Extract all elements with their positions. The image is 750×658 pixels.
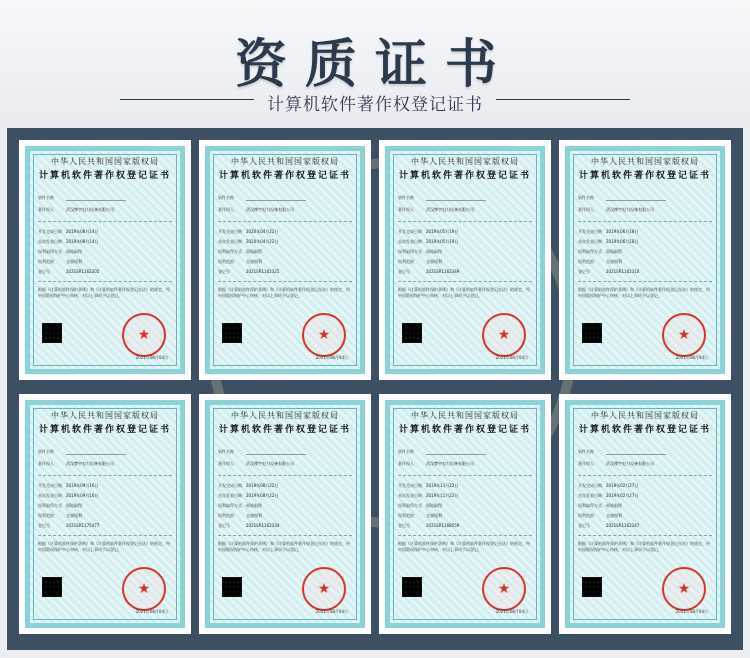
cert-field-value: 武汉博宇电力设备有限公司 bbox=[66, 207, 114, 212]
cert-field-label: 权利取得方式 bbox=[578, 249, 602, 254]
cert-field-value: 2019年09月16日 bbox=[66, 493, 99, 498]
cert-title: 计算机软件著作权登记证书 bbox=[398, 171, 531, 181]
cert-field-label: 权利范围 bbox=[38, 259, 54, 264]
cert-field-label: 著作权人 bbox=[218, 461, 234, 466]
cert-field-row bbox=[578, 493, 714, 499]
qr-code-icon bbox=[42, 577, 62, 597]
cert-field-label: 首次发表日期 bbox=[38, 239, 62, 244]
cert-field-value: 2019年02月27日 bbox=[606, 493, 639, 498]
cert-field-label: 开发完成日期 bbox=[578, 483, 602, 488]
certificate-body bbox=[205, 146, 365, 374]
star-seal-icon: ★ bbox=[662, 567, 706, 611]
cert-issue-date: 2021年08月04日 bbox=[675, 609, 708, 614]
qr-code-icon bbox=[582, 577, 602, 597]
cert-field-row bbox=[38, 229, 174, 235]
cert-field-row bbox=[38, 259, 174, 265]
cert-divider bbox=[218, 535, 352, 536]
cert-field-label: 登记号 bbox=[398, 269, 410, 274]
cert-field-row bbox=[578, 523, 714, 529]
cert-office: 中华人民共和国国家版权局 bbox=[591, 411, 699, 420]
cert-field-label: 权利范围 bbox=[398, 513, 414, 518]
certificate-card bbox=[379, 394, 551, 634]
cert-law-text: 根据《计算机软件保护条例》和《计算机软件著作权登记办法》的规定，经中国版权保护中心审核，对以上事项予以登记。 bbox=[578, 287, 710, 298]
cert-field-row bbox=[38, 195, 174, 201]
cert-law-text: 根据《计算机软件保护条例》和《计算机软件著作权登记办法》的规定，经中国版权保护中心审核，对以上事项予以登记。 bbox=[38, 287, 170, 298]
cert-field-row bbox=[38, 269, 174, 275]
cert-field-label: 登记号 bbox=[578, 269, 590, 274]
cert-field-label: 权利取得方式 bbox=[398, 249, 422, 254]
cert-issue-date: 2021年08月04日 bbox=[495, 355, 528, 360]
cert-divider bbox=[398, 221, 532, 222]
cert-field-value: 2019年05月19日 bbox=[426, 229, 459, 234]
cert-field-label: 软件名称 bbox=[38, 449, 54, 454]
cert-field-label: 著作权人 bbox=[578, 207, 594, 212]
cert-field-row bbox=[578, 259, 714, 265]
cert-field-line bbox=[426, 450, 486, 455]
cert-field-row bbox=[578, 461, 714, 467]
cert-divider bbox=[218, 281, 352, 282]
star-seal-icon: ★ bbox=[122, 567, 166, 611]
cert-issue-date: 2021年08月04日 bbox=[315, 355, 348, 360]
cert-field-value: 武汉博宇电力设备有限公司 bbox=[246, 207, 294, 212]
cert-field-row bbox=[218, 449, 354, 455]
cert-divider bbox=[578, 475, 712, 476]
cert-field-row bbox=[218, 269, 354, 275]
cert-field-row bbox=[578, 503, 714, 509]
cert-field-row bbox=[38, 513, 174, 519]
cert-field-label: 权利取得方式 bbox=[38, 503, 62, 508]
cert-field-label: 软件名称 bbox=[398, 195, 414, 200]
cert-field-label: 软件名称 bbox=[38, 195, 54, 200]
cert-field-value: 原始取得 bbox=[66, 503, 82, 508]
cert-office: 中华人民共和国国家版权局 bbox=[231, 157, 339, 166]
cert-field-value: 2021SR1162347 bbox=[606, 523, 640, 528]
cert-law-text: 根据《计算机软件保护条例》和《计算机软件著作权登记办法》的规定，经中国版权保护中心审核，对以上事项予以登记。 bbox=[398, 541, 530, 552]
cert-title: 计算机软件著作权登记证书 bbox=[578, 425, 711, 435]
cert-field-label: 软件名称 bbox=[578, 449, 594, 454]
cert-field-label: 著作权人 bbox=[398, 461, 414, 466]
cert-field-value: 2019年08月14日 bbox=[66, 239, 99, 244]
cert-field-value: 武汉博宇电力设备有限公司 bbox=[246, 461, 294, 466]
cert-field-label: 权利取得方式 bbox=[218, 249, 242, 254]
cert-field-label: 权利范围 bbox=[398, 259, 414, 264]
star-seal-icon: ★ bbox=[482, 567, 526, 611]
cert-field-value: 全部权利 bbox=[66, 513, 82, 518]
cert-field-value: 全部权利 bbox=[426, 259, 442, 264]
cert-divider bbox=[578, 535, 712, 536]
cert-field-label: 首次发表日期 bbox=[38, 493, 62, 498]
cert-field-label: 权利取得方式 bbox=[398, 503, 422, 508]
cert-field-value: 全部权利 bbox=[606, 259, 622, 264]
cert-office: 中华人民共和国国家版权局 bbox=[51, 411, 159, 420]
subtitle-divider-right bbox=[496, 99, 630, 100]
cert-field-row bbox=[398, 461, 534, 467]
cert-field-row bbox=[398, 207, 534, 213]
cert-field-value: 原始取得 bbox=[66, 249, 82, 254]
cert-divider bbox=[398, 281, 532, 282]
cert-title: 计算机软件著作权登记证书 bbox=[398, 425, 531, 435]
cert-field-row bbox=[38, 503, 174, 509]
cert-title: 计算机软件著作权登记证书 bbox=[38, 171, 171, 181]
qr-code-icon bbox=[222, 323, 242, 343]
cert-field-row bbox=[578, 207, 714, 213]
cert-field-value: 2021SR1162325 bbox=[246, 269, 280, 274]
cert-field-row bbox=[38, 239, 174, 245]
cert-divider bbox=[218, 475, 352, 476]
cert-field-label: 软件名称 bbox=[578, 195, 594, 200]
cert-field-value: 2021SR1175477 bbox=[66, 523, 100, 528]
cert-field-label: 登记号 bbox=[578, 523, 590, 528]
cert-law-text: 根据《计算机软件保护条例》和《计算机软件著作权登记办法》的规定，经中国版权保护中心审核，对以上事项予以登记。 bbox=[218, 287, 350, 298]
cert-field-row bbox=[398, 503, 534, 509]
cert-issue-date: 2021年08月04日 bbox=[675, 355, 708, 360]
cert-office: 中华人民共和国国家版权局 bbox=[591, 157, 699, 166]
cert-field-row bbox=[398, 259, 534, 265]
cert-field-value: 2019年08月22日 bbox=[246, 483, 279, 488]
cert-field-row bbox=[218, 513, 354, 519]
cert-field-row bbox=[38, 449, 174, 455]
cert-field-row bbox=[578, 449, 714, 455]
cert-field-value: 2019年05月19日 bbox=[426, 239, 459, 244]
cert-field-label: 软件名称 bbox=[218, 195, 234, 200]
cert-field-label: 首次发表日期 bbox=[578, 239, 602, 244]
cert-field-row bbox=[578, 229, 714, 235]
cert-field-line bbox=[246, 450, 306, 455]
cert-divider bbox=[38, 535, 172, 536]
cert-field-label: 首次发表日期 bbox=[398, 239, 422, 244]
cert-law-text: 根据《计算机软件保护条例》和《计算机软件著作权登记办法》的规定，经中国版权保护中心审核，对以上事项予以登记。 bbox=[38, 541, 170, 552]
cert-field-value: 2019年08月22日 bbox=[246, 493, 279, 498]
cert-field-value: 全部权利 bbox=[426, 513, 442, 518]
cert-field-value: 2019年08月14日 bbox=[66, 229, 99, 234]
cert-field-label: 权利范围 bbox=[218, 513, 234, 518]
cert-field-row bbox=[218, 239, 354, 245]
cert-field-label: 开发完成日期 bbox=[398, 229, 422, 234]
cert-field-value: 2021SR1162310 bbox=[606, 269, 640, 274]
certificate-card bbox=[199, 394, 371, 634]
cert-field-label: 开发完成日期 bbox=[218, 229, 242, 234]
cert-field-row bbox=[218, 259, 354, 265]
cert-issue-date: 2021年08月04日 bbox=[135, 609, 168, 614]
cert-field-label: 登记号 bbox=[38, 523, 50, 528]
cert-field-value: 2021SR1162349 bbox=[426, 269, 460, 274]
cert-field-row bbox=[398, 229, 534, 235]
cert-field-label: 著作权人 bbox=[218, 207, 234, 212]
cert-field-row bbox=[38, 461, 174, 467]
cert-divider bbox=[578, 221, 712, 222]
cert-field-row bbox=[578, 483, 714, 489]
cert-title: 计算机软件著作权登记证书 bbox=[38, 425, 171, 435]
cert-field-value: 武汉博宇电力设备有限公司 bbox=[426, 207, 474, 212]
certificate-body bbox=[565, 400, 725, 628]
certificate-body bbox=[565, 146, 725, 374]
certificate-card bbox=[19, 394, 191, 634]
cert-office: 中华人民共和国国家版权局 bbox=[411, 411, 519, 420]
cert-field-line bbox=[606, 450, 666, 455]
cert-field-label: 登记号 bbox=[218, 523, 230, 528]
cert-field-row bbox=[38, 493, 174, 499]
cert-field-value: 2021SR1162205 bbox=[66, 269, 100, 274]
certificate-card bbox=[19, 140, 191, 380]
cert-field-row bbox=[398, 269, 534, 275]
cert-field-row bbox=[398, 483, 534, 489]
cert-field-row bbox=[38, 523, 174, 529]
cert-field-value: 2019年06月18日 bbox=[606, 229, 639, 234]
certificate-body bbox=[25, 400, 185, 628]
qr-code-icon bbox=[42, 323, 62, 343]
cert-field-value: 武汉博宇电力设备有限公司 bbox=[606, 461, 654, 466]
cert-field-label: 开发完成日期 bbox=[38, 229, 62, 234]
cert-field-row bbox=[38, 207, 174, 213]
certificate-body bbox=[205, 400, 365, 628]
cert-field-label: 著作权人 bbox=[578, 461, 594, 466]
qr-code-icon bbox=[222, 577, 242, 597]
cert-field-value: 2021SR1168559 bbox=[426, 523, 460, 528]
cert-divider bbox=[38, 281, 172, 282]
certificate-body bbox=[385, 400, 545, 628]
cert-field-value: 2019年11月22日 bbox=[426, 483, 459, 488]
cert-field-label: 登记号 bbox=[398, 523, 410, 528]
cert-field-value: 全部权利 bbox=[66, 259, 82, 264]
cert-field-value: 2019年09月16日 bbox=[66, 483, 99, 488]
cert-field-row bbox=[578, 195, 714, 201]
cert-field-label: 权利范围 bbox=[578, 513, 594, 518]
certificate-card bbox=[559, 140, 731, 380]
cert-field-value: 2020年04月22日 bbox=[246, 239, 279, 244]
cert-field-label: 权利取得方式 bbox=[38, 249, 62, 254]
star-seal-icon: ★ bbox=[482, 313, 526, 357]
subtitle-divider-left bbox=[120, 99, 254, 100]
cert-field-row bbox=[218, 483, 354, 489]
cert-field-row bbox=[398, 195, 534, 201]
star-seal-icon: ★ bbox=[122, 313, 166, 357]
cert-field-label: 软件名称 bbox=[218, 449, 234, 454]
cert-law-text: 根据《计算机软件保护条例》和《计算机软件著作权登记办法》的规定，经中国版权保护中心审核，对以上事项予以登记。 bbox=[398, 287, 530, 298]
star-seal-icon: ★ bbox=[302, 313, 346, 357]
cert-field-label: 开发完成日期 bbox=[218, 483, 242, 488]
cert-divider bbox=[38, 221, 172, 222]
cert-field-value: 2021SR1162334 bbox=[246, 523, 280, 528]
cert-issue-date: 2021年08月04日 bbox=[135, 355, 168, 360]
cert-field-value: 原始取得 bbox=[426, 503, 442, 508]
cert-field-row bbox=[218, 523, 354, 529]
cert-field-row bbox=[218, 229, 354, 235]
certificate-body bbox=[25, 146, 185, 374]
cert-field-line bbox=[606, 196, 666, 201]
cert-field-row bbox=[578, 239, 714, 245]
cert-field-value: 2019年02月27日 bbox=[606, 483, 639, 488]
cert-field-label: 首次发表日期 bbox=[398, 493, 422, 498]
cert-field-value: 原始取得 bbox=[246, 503, 262, 508]
cert-field-label: 权利范围 bbox=[38, 513, 54, 518]
cert-field-line bbox=[66, 196, 126, 201]
cert-field-row bbox=[218, 503, 354, 509]
cert-field-value: 2020年04月22日 bbox=[246, 229, 279, 234]
star-seal-icon: ★ bbox=[662, 313, 706, 357]
cert-field-row bbox=[218, 493, 354, 499]
cert-field-row bbox=[398, 493, 534, 499]
star-seal-icon: ★ bbox=[302, 567, 346, 611]
cert-divider bbox=[578, 281, 712, 282]
cert-field-row bbox=[578, 269, 714, 275]
certificate-card bbox=[559, 394, 731, 634]
cert-field-label: 首次发表日期 bbox=[578, 493, 602, 498]
cert-law-text: 根据《计算机软件保护条例》和《计算机软件著作权登记办法》的规定，经中国版权保护中心审核，对以上事项予以登记。 bbox=[578, 541, 710, 552]
cert-field-row bbox=[218, 195, 354, 201]
cert-field-label: 软件名称 bbox=[398, 449, 414, 454]
cert-divider bbox=[218, 221, 352, 222]
qr-code-icon bbox=[402, 323, 422, 343]
cert-field-value: 全部权利 bbox=[246, 513, 262, 518]
cert-field-value: 武汉博宇电力设备有限公司 bbox=[426, 461, 474, 466]
cert-field-line bbox=[246, 196, 306, 201]
cert-title: 计算机软件著作权登记证书 bbox=[578, 171, 711, 181]
cert-field-row bbox=[218, 249, 354, 255]
cert-field-label: 著作权人 bbox=[38, 207, 54, 212]
cert-field-row bbox=[578, 249, 714, 255]
cert-field-value: 2019年06月18日 bbox=[606, 239, 639, 244]
cert-field-row bbox=[578, 513, 714, 519]
cert-field-value: 原始取得 bbox=[426, 249, 442, 254]
cert-field-value: 2019年11月22日 bbox=[426, 493, 459, 498]
cert-field-label: 登记号 bbox=[218, 269, 230, 274]
cert-field-label: 权利范围 bbox=[218, 259, 234, 264]
cert-field-label: 权利范围 bbox=[578, 259, 594, 264]
cert-field-value: 武汉博宇电力设备有限公司 bbox=[606, 207, 654, 212]
cert-field-value: 原始取得 bbox=[606, 503, 622, 508]
cert-field-row bbox=[398, 449, 534, 455]
cert-law-text: 根据《计算机软件保护条例》和《计算机软件著作权登记办法》的规定，经中国版权保护中心审核，对以上事项予以登记。 bbox=[218, 541, 350, 552]
cert-field-value: 全部权利 bbox=[246, 259, 262, 264]
cert-field-value: 武汉博宇电力设备有限公司 bbox=[66, 461, 114, 466]
cert-field-line bbox=[66, 450, 126, 455]
cert-field-value: 全部权利 bbox=[606, 513, 622, 518]
page-subtitle: 计算机软件著作权登记证书 bbox=[267, 95, 483, 115]
cert-office: 中华人民共和国国家版权局 bbox=[411, 157, 519, 166]
cert-field-label: 首次发表日期 bbox=[218, 239, 242, 244]
cert-office: 中华人民共和国国家版权局 bbox=[231, 411, 339, 420]
cert-divider bbox=[398, 475, 532, 476]
certificate-card bbox=[199, 140, 371, 380]
cert-field-row bbox=[218, 461, 354, 467]
certificates-panel bbox=[7, 128, 743, 650]
cert-field-row bbox=[218, 207, 354, 213]
cert-field-value: 原始取得 bbox=[606, 249, 622, 254]
subtitle-row bbox=[0, 90, 750, 115]
cert-issue-date: 2021年08月04日 bbox=[315, 609, 348, 614]
cert-field-label: 开发完成日期 bbox=[398, 483, 422, 488]
cert-divider bbox=[398, 535, 532, 536]
cert-field-label: 著作权人 bbox=[38, 461, 54, 466]
cert-field-label: 首次发表日期 bbox=[218, 493, 242, 498]
cert-field-row bbox=[398, 523, 534, 529]
cert-field-row bbox=[398, 239, 534, 245]
cert-field-label: 开发完成日期 bbox=[578, 229, 602, 234]
cert-field-line bbox=[426, 196, 486, 201]
cert-field-label: 权利取得方式 bbox=[218, 503, 242, 508]
cert-field-label: 著作权人 bbox=[398, 207, 414, 212]
cert-divider bbox=[38, 475, 172, 476]
qr-code-icon bbox=[582, 323, 602, 343]
cert-field-label: 权利取得方式 bbox=[578, 503, 602, 508]
cert-field-label: 开发完成日期 bbox=[38, 483, 62, 488]
certificate-card bbox=[379, 140, 551, 380]
cert-title: 计算机软件著作权登记证书 bbox=[218, 171, 351, 181]
cert-field-row bbox=[38, 483, 174, 489]
cert-title: 计算机软件著作权登记证书 bbox=[218, 425, 351, 435]
certificate-body bbox=[385, 146, 545, 374]
cert-field-value: 原始取得 bbox=[246, 249, 262, 254]
cert-field-label: 登记号 bbox=[38, 269, 50, 274]
cert-field-row bbox=[38, 249, 174, 255]
header-banner bbox=[0, 0, 750, 128]
cert-issue-date: 2021年08月04日 bbox=[495, 609, 528, 614]
cert-field-row bbox=[398, 513, 534, 519]
cert-field-row bbox=[398, 249, 534, 255]
qr-code-icon bbox=[402, 577, 422, 597]
cert-office: 中华人民共和国国家版权局 bbox=[51, 157, 159, 166]
page-title: 资质证书 bbox=[234, 35, 515, 95]
